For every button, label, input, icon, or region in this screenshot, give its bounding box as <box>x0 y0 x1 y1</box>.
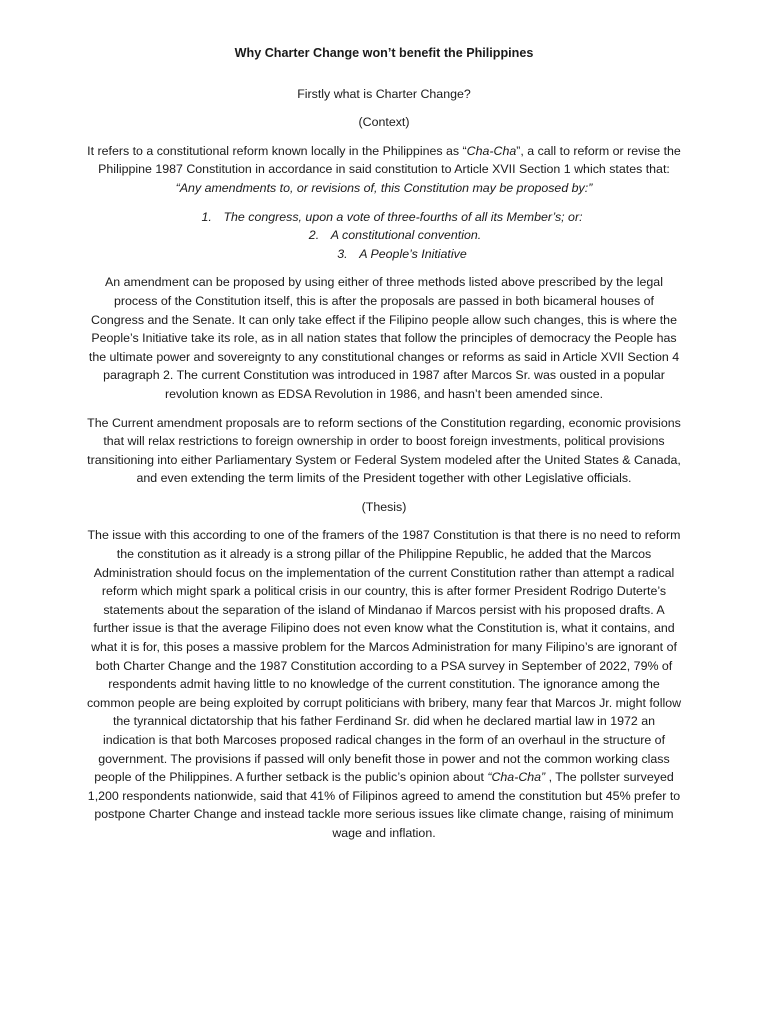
list-item: 1. The congress, upon a vote of three-fourths of all its Member’s; or: <box>201 209 583 224</box>
amendment-methods-list <box>86 208 682 264</box>
p1-text-a: It refers to a constitutional reform known locally in the Philippines as “ <box>87 143 467 158</box>
paragraph-process: An amendment can be proposed by using either of three methods listed above prescribed by the legal process of the Constitution itself, this is after the proposals are passed in both bicameral houses of Congress and the Senate. It can only take effect if the Filipino people allow such changes, this is where the People’s Initiative take its role, as in all nation states that follow the principles of democracy the People has the ultimate power and sovereignty to any constitutional changes or reforms as said in Article XVII Section 4 paragraph 2. The current Constitution was introduced in 1987 after Marcos Sr. was ousted in a popular revolution known as EDSA Revolution in 1986, and hasn’t been amended since. <box>88 275 680 401</box>
p4-text-c: , The pollster surveyed 1,200 respondents nationwide, said that 41% of Filipinos agreed to amend the constitution but 45% prefer to postpone Charter Change and instead tackle more serious issues like climate change, raising of minimum wage and inflation. <box>87 770 681 840</box>
thesis-label: (Thesis) <box>361 499 407 514</box>
p4-text-a: The issue with this according to one of the framers of the 1987 Constitution is that there is no need to reform the constitution as it already is a strong pillar of the Philippine Republic, he added that the Marcos Administration should focus on the implementation of the current Constitution rather than attempt a radical reform which might spark a political crisis in our country, this is after former President Rodrigo Duterte’s statements about the separation of the island of Mindanao if Marcos persist with his proposed drafts. A further issue is that the average Filipino does not even know what the Constitution is, what it contains, and what it is for, this poses a massive problem for the Marcos Administration for many Filipino’s are ignorant of both Charter Change and the 1987 Constitution according to a PSA survey in September of 2022, 79% of respondents admit having little to no knowledge of the current constitution. The ignorance among the common people are being exploited by corrupt politicians with bribery, many fear that Marcos Jr. might follow the tyrannical dictatorship that his father Ferdinand Sr. did when he declared martial law in 1972 an indication is that both Marcoses proposed radical changes in the form of an overhaul in the structure of government. The provisions if passed will only benefit those in power and not the common working class people of the Philippines. A further setback is the public’s opinion about <box>86 528 682 785</box>
document-title: Why Charter Change won’t benefit the Philippines <box>234 46 534 60</box>
section-question: Firstly what is Charter Change? <box>297 86 471 101</box>
paragraph-definition <box>86 142 682 198</box>
paragraph-proposals: The Current amendment proposals are to reform sections of the Constitution regarding, economic provisions that will relax restrictions to foreign ownership in order to boost foreign investments, political provisions transitioning into either Parliamentary System or Federal System modeled after the United States & Canada, and even extending the term limits of the President together with other Legislative officials. <box>87 415 681 486</box>
p1-text-c: ”, a call to reform or revise the Philippine 1987 Constitution in accordance in said constitution to Article XVII Section 1 which states that: <box>98 143 681 177</box>
paragraph-thesis <box>86 526 682 842</box>
context-label: (Context) <box>358 115 410 130</box>
p1-quote: “Any amendments to, or revisions of, this Constitution may be proposed by:” <box>175 180 593 195</box>
list-item: 2. A constitutional convention. <box>308 228 482 243</box>
list-item: 3. A People’s Initiative <box>337 246 467 261</box>
p1-cha-cha: Cha-Cha <box>466 143 517 158</box>
p4-cha-cha: “Cha-Cha” <box>487 770 546 785</box>
